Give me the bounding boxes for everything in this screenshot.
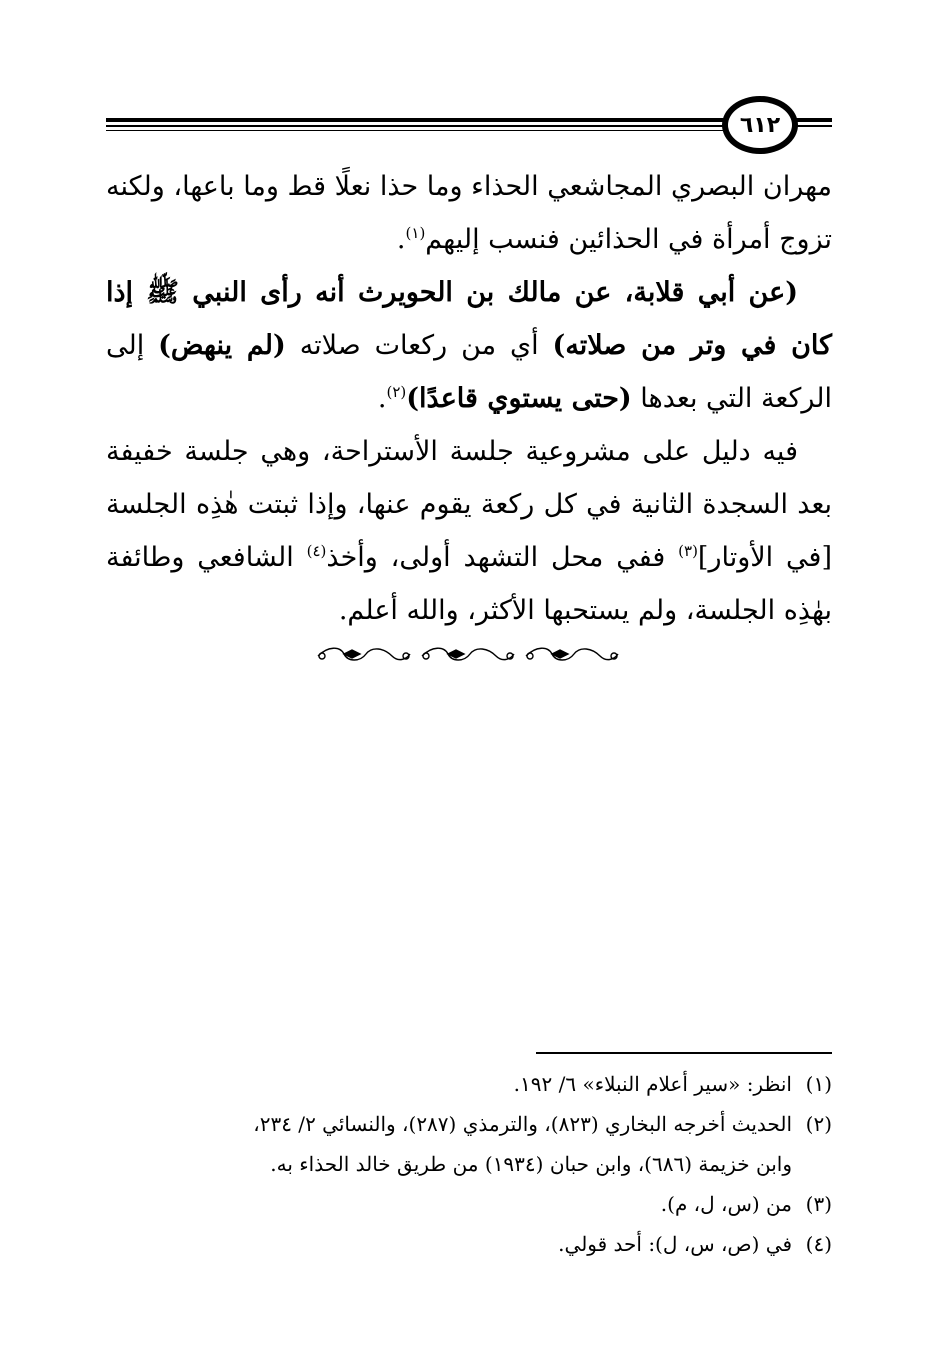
header-rule [106,118,724,122]
commentary-text: ففي محل التشهد أولى، وأخذ [326,542,679,573]
header-rule [796,118,832,122]
footnote-text: الحديث أخرجه البخاري (٨٢٣)، والترمذي (٢٨٧)، والنسائي ٢/ ٢٣٤، وابن خزيمة (٦٨٦)، وابن حبان (١٩٣٤) من طريق خالد الحذاء به. [253,1112,792,1176]
paragraph: مهران البصري المجاشعي الحذاء وما حذا نعلًا قط وما باعها، ولكنه تزوج أمرأة في الحذائين فنسب إليهم$^{(١)}$. [106,171,832,255]
footnote [106,1064,832,1104]
hadith-text: (عن أبي قلابة، عن مالك بن الحويرث أنه رأى النبي ﷺ إذا كان في وتر من صلاته) [106,277,833,361]
header-rule [106,125,724,127]
footnote-ref: (٤) [306,542,327,560]
footnote-rule [536,1052,832,1054]
hadith-text: (لم ينهض) [158,330,286,361]
commentary-text: إلى الركعة التي بعدها [106,330,832,414]
header-rule [796,125,832,127]
footnote [106,1184,832,1224]
footnote-number: (٤) [805,1232,832,1256]
footnote-ref: (٢) [386,383,407,401]
commentary-text: فيه دليل على مشروعية جلسة الأستراحة، وهي جلسة خفيفة بعد السجدة الثانية في كل ركعة يقوم عنها، وإذا ثبتت هٰذِه الجلسة [في الأوتار] [106,436,832,573]
footnote-text: من (س، ل، م). [660,1192,792,1216]
footnote-number: (١) [805,1072,832,1096]
paragraph [106,425,832,637]
commentary-text: الشافعي وطائفة بهٰذِه الجلسة، ولم يستحبها الأكثر، والله أعلم. [106,542,832,626]
hadith-text: (حتى يستوي قاعدًا) [406,383,632,414]
footnote-ref: (٣) [678,542,698,560]
main-text [106,160,832,637]
commentary-text: أي من ركعات صلاته [285,330,553,361]
footnote-ref: (١) [405,224,426,242]
ornament-divider-icon [314,640,624,670]
footnotes [106,1064,832,1264]
paragraph-text: مهران البصري المجاشعي الحذاء وما حذا نعلًا قط وما باعها، ولكنه تزوج أمرأة في الحذائين فنسب إليهم [106,171,832,255]
paragraph: (عن أبي قلابة، عن مالك بن الحويرث أنه رأى النبي ﷺ إذا كان في وتر من صلاته) أي من ركعات صلاته (لم ينهض) إلى الركعة التي بعدها (حتى يستوي قاعدًا)$^{(٢)}$. [106,277,833,414]
page-number: ٦١٢ [722,96,798,154]
footnote-text: انظر: «سير أعلام النبلاء» ٦/ ١٩٢. [513,1072,792,1096]
footnote-number: (٣) [805,1192,832,1216]
footnote-text: في (ص، س، ل): أحد قولي. [558,1232,792,1256]
footnote [106,1104,832,1184]
footnote-number: (٢) [805,1112,832,1136]
header-rule [106,130,724,131]
footnote [106,1224,832,1264]
